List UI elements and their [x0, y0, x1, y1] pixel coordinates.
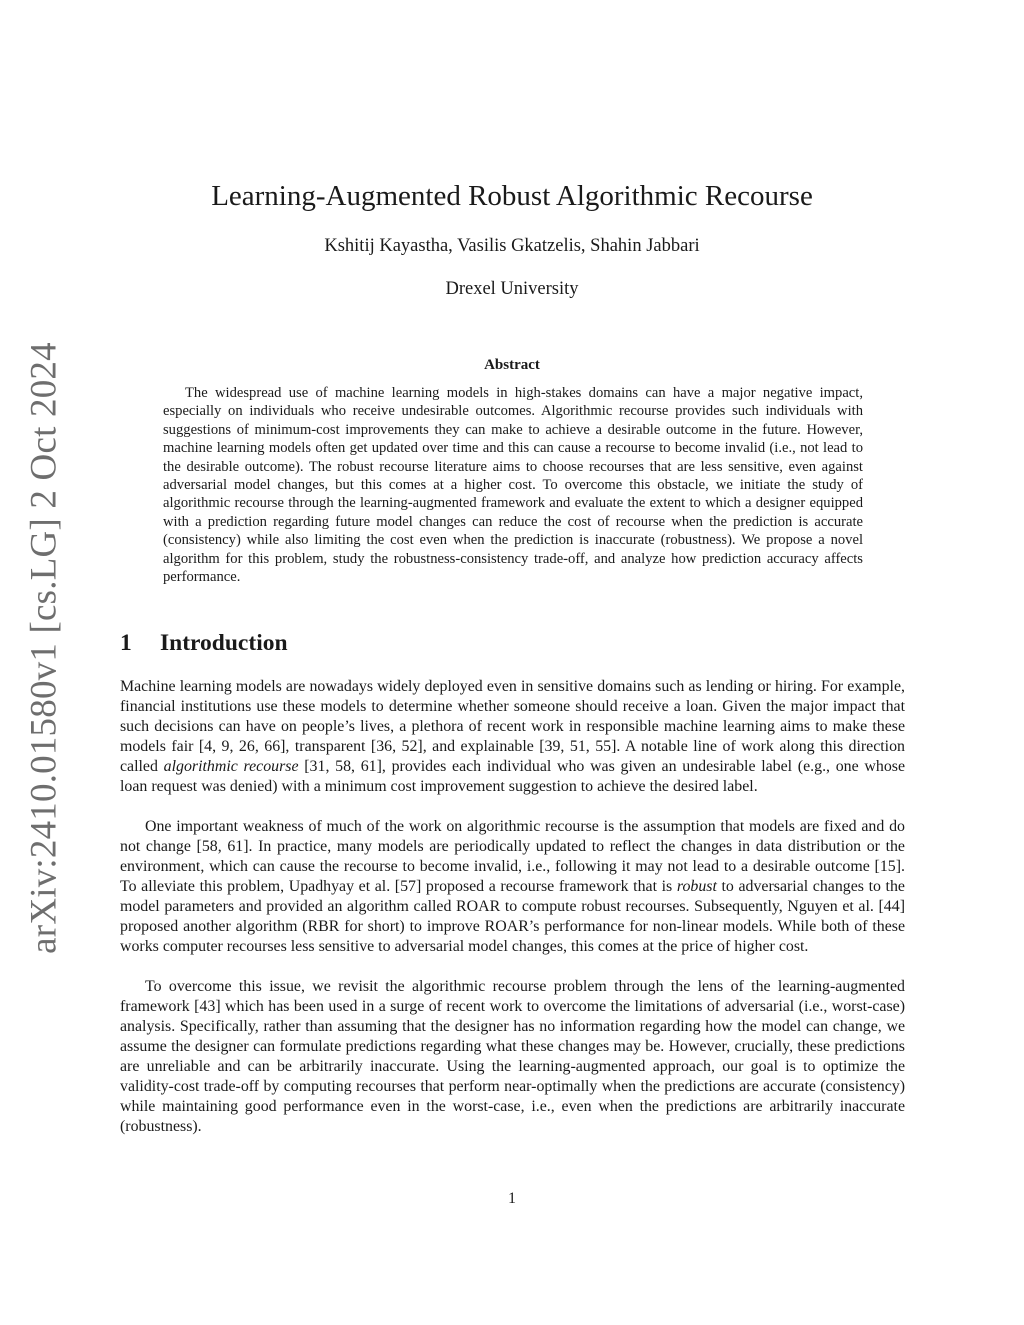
- paragraph-text: Machine learning models are nowadays widely deployed even in sensitive domains such as lending or hiring. For example, financial institutions use these models to determine whether someone should receive a loan. Given the major impact that such decisions can have on people’s lives, a plethora of recent work in responsible machine learning aims to make these models fair [4, 9, 26, 66], transparent [36, 52], and explainable [39, 51, 55]. A notable line of work along this direction called: [120, 678, 905, 775]
- paragraph-text: [31, 58, 61], provides each individual who was given an undesirable label (e.g., one whose loan request was denied) with a minimum cost improvement suggestion to achieve the desired label.: [120, 758, 905, 795]
- page-number: 1: [508, 1190, 516, 1207]
- abstract-heading: Abstract: [484, 357, 540, 373]
- paper-title: Learning-Augmented Robust Algorithmic Recourse: [211, 180, 813, 212]
- intro-paragraph-2: [120, 817, 905, 957]
- section-heading: [120, 630, 288, 657]
- abstract-text: The widespread use of machine learning models in high-stakes domains can have a major negative impact, especially on individuals who receive undesirable outcomes. Algorithmic recourse provides such individuals with suggestions of minimum-cost improvements they can make to achieve a desirable outcome in the future. However, machine learning models often get updated over time and this can cause a recourse to become invalid (i.e., not lead to the desirable outcome). The robust recourse literature aims to choose recourses that are less sensitive, even against adversarial model changes, but this comes at a higher cost. To overcome this obstacle, we initiate the study of algorithmic recourse through the learning-augmented framework and evaluate the extent to which a designer equipped with a prediction regarding future model changes can reduce the cost of recourse when the prediction is accurate (consistency) while also limiting the cost even when the prediction is inaccurate (robustness). We propose a novel algorithm for this problem, study the robustness-consistency trade-off, and analyze how prediction accuracy affects performance.: [163, 385, 863, 586]
- intro-paragraph-1: [120, 677, 905, 797]
- paragraph-text: to adversarial changes to the model parameters and provided an algorithm called ROAR to compute robust recourses. Subsequently, Nguyen et al. [44] proposed another algorithm (RBR for short) to improve ROAR’s performance for non-linear models. While both of these works computer recourses less sensitive to adversarial model changes, this comes at the price of higher cost.: [120, 878, 905, 955]
- intro-paragraph-3: To overcome this issue, we revisit the algorithmic recourse problem through the lens of the learning-augmented framework [43] which has been used in a surge of recent work to overcome the limitations of adversarial (i.e., worst-case) analysis. Specifically, rather than assuming that the designer has no information regarding how the model can change, we assume the designer can formulate predictions regarding what these changes may be. However, crucially, these predictions are unreliable and can be arbitrarily inaccurate. Using the learning-augmented approach, our goal is to optimize the validity-cost trade-off by computing recourses that perform near-optimally when the predictions are accurate (consistency) while maintaining good performance even in the worst-case, i.e., even when the predictions are arbitrarily inaccurate (robustness).: [120, 978, 905, 1135]
- emphasized-term: robust: [676, 878, 717, 895]
- section-number: 1: [120, 630, 132, 656]
- arxiv-identifier: arXiv:2410.01580v1 [cs.LG] 2 Oct 2024: [23, 342, 65, 954]
- emphasized-term: algorithmic recourse: [163, 758, 299, 775]
- section-title: Introduction: [160, 630, 288, 656]
- author-list: Kshitij Kayastha, Vasilis Gkatzelis, Shahin Jabbari: [324, 236, 700, 256]
- affiliation: Drexel University: [445, 279, 579, 299]
- paragraph-text: One important weakness of much of the work on algorithmic recourse is the assumption that models are fixed and do not change [58, 61]. In practice, many models are periodically updated to reflect the changes in data distribution or the environment, which can cause the recourse to become invalid, i.e., following it may not lead to a desirable outcome [15]. To alleviate this problem, Upadhyay et al. [57] proposed a recourse framework that is: [120, 818, 905, 895]
